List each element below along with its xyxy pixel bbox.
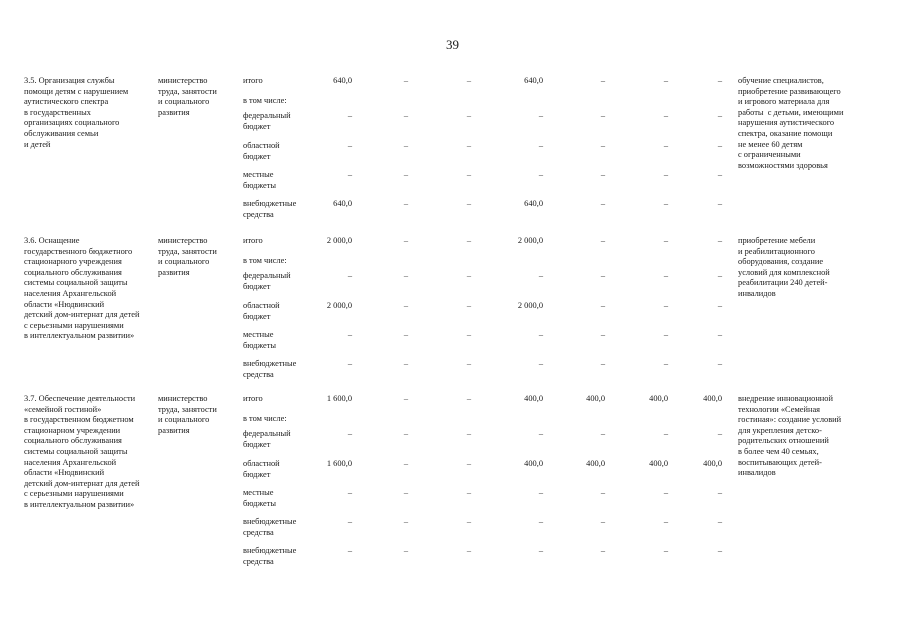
amount-cell: – [663, 76, 668, 85]
amount-cell: – [466, 271, 472, 280]
amount-cell: – [600, 199, 605, 208]
amount-cell: – [663, 271, 668, 280]
amount-cell: – [466, 517, 472, 526]
amount-cell: – [403, 111, 409, 120]
amount-cell: – [403, 517, 409, 526]
funding-source: местные бюджеты [243, 170, 277, 190]
amount-cell: – [538, 546, 543, 555]
amount-cell: – [663, 359, 668, 368]
measure-description: 3.7. Обеспечение деятельности «семейной гостиной» в государственном бюджетном стационарном учреждении социального обслуживания системы социальной защиты населения Архангельской области «Нюдвинский детский дом-интернат для детей с серьезными нарушениями в интеллектуальном развитии» [24, 394, 140, 509]
amount-cell: – [347, 359, 352, 368]
amount-cell: – [347, 488, 352, 497]
funding-source: итого [243, 236, 263, 245]
funding-source: итого [243, 76, 263, 85]
amount-cell: – [403, 330, 409, 339]
amount-cell: – [538, 488, 543, 497]
amount-cell: – [403, 301, 409, 310]
amount-cell: – [600, 141, 605, 150]
amount-cell: – [663, 170, 668, 179]
amount-cell: – [466, 170, 472, 179]
amount-cell: – [538, 330, 543, 339]
amount-cell: – [403, 236, 409, 245]
amount-cell: – [403, 429, 409, 438]
funding-source: в том числе: [243, 414, 287, 423]
amount-cell: 400,0 [649, 394, 668, 403]
amount-cell: – [466, 546, 472, 555]
amount-cell: 2 000,0 [326, 301, 352, 310]
amount-cell: – [600, 488, 605, 497]
funding-source: областной бюджет [243, 301, 280, 321]
amount-cell: – [600, 359, 605, 368]
funding-source: федеральный бюджет [243, 111, 291, 131]
amount-cell: – [717, 359, 722, 368]
amount-cell: 640,0 [333, 76, 352, 85]
amount-cell: – [466, 459, 472, 468]
amount-cell: – [466, 236, 472, 245]
amount-cell: – [600, 236, 605, 245]
amount-cell: – [466, 76, 472, 85]
funding-source: итого [243, 394, 263, 403]
amount-cell: – [538, 429, 543, 438]
amount-cell: 400,0 [586, 459, 605, 468]
amount-cell: – [663, 330, 668, 339]
amount-cell: – [403, 199, 409, 208]
amount-cell: – [717, 429, 722, 438]
funding-source: областной бюджет [243, 459, 280, 479]
amount-cell: – [347, 429, 352, 438]
executor-cell: министерство труда, занятости и социального развития [158, 236, 217, 277]
amount-cell: 2 000,0 [517, 236, 543, 245]
amount-cell: – [403, 271, 409, 280]
amount-cell: – [663, 488, 668, 497]
funding-source: местные бюджеты [243, 330, 277, 350]
amount-cell: – [347, 111, 352, 120]
amount-cell: 400,0 [586, 394, 605, 403]
amount-cell: – [466, 429, 472, 438]
amount-cell: – [717, 236, 722, 245]
amount-cell: – [538, 359, 543, 368]
amount-cell: – [717, 76, 722, 85]
funding-source: внебюджетные средства [243, 199, 297, 219]
amount-cell: – [538, 517, 543, 526]
funding-source: федеральный бюджет [243, 429, 291, 449]
amount-cell: – [663, 111, 668, 120]
amount-cell: – [600, 429, 605, 438]
amount-cell: – [717, 199, 722, 208]
page-number: 39 [446, 37, 459, 52]
amount-cell: – [600, 170, 605, 179]
amount-cell: – [347, 546, 352, 555]
expected-result: приобретение мебели и реабилитационного оборудования, создание условий для комплексной реабилитации 240 детей- инвалидов [738, 236, 830, 298]
funding-source: внебюджетные средства [243, 359, 297, 379]
amount-cell: 400,0 [649, 459, 668, 468]
amount-cell: – [600, 271, 605, 280]
funding-source: федеральный бюджет [243, 271, 291, 291]
amount-cell: 640,0 [524, 199, 543, 208]
amount-cell: – [600, 76, 605, 85]
amount-cell: – [466, 394, 472, 403]
expected-result: обучение специалистов, приобретение развивающего и игрового материала для работы с детьми, имеющими нарушения аутистического спектра, оказание помощи не менее 60 детям с ограниченными возможностями здоровья [738, 76, 844, 170]
amount-cell: – [538, 170, 543, 179]
executor-cell: министерство труда, занятости и социального развития [158, 76, 217, 117]
amount-cell: 640,0 [524, 76, 543, 85]
amount-cell: – [347, 517, 352, 526]
amount-cell: – [600, 330, 605, 339]
measure-description: 3.5. Организация службы помощи детям с нарушением аутистического спектра в государственных организациях социального обслуживания семьи и детей [24, 76, 129, 149]
amount-cell: – [403, 394, 409, 403]
amount-cell: – [717, 111, 722, 120]
funding-source: внебюджетные средства [243, 517, 297, 537]
amount-cell: – [347, 141, 352, 150]
amount-cell: – [717, 271, 722, 280]
executor-cell: министерство труда, занятости и социального развития [158, 394, 217, 435]
funding-source: внебюджетные средства [243, 546, 297, 566]
amount-cell: – [717, 330, 722, 339]
amount-cell: 400,0 [524, 394, 543, 403]
amount-cell: – [466, 301, 472, 310]
amount-cell: – [600, 517, 605, 526]
amount-cell: 2 000,0 [517, 301, 543, 310]
amount-cell: – [466, 111, 472, 120]
amount-cell: – [403, 359, 409, 368]
amount-cell: – [538, 271, 543, 280]
amount-cell: – [538, 141, 543, 150]
amount-cell: – [403, 141, 409, 150]
amount-cell: – [717, 488, 722, 497]
amount-cell: – [663, 546, 668, 555]
amount-cell: 400,0 [524, 459, 543, 468]
amount-cell: – [466, 199, 472, 208]
amount-cell: – [717, 141, 722, 150]
amount-cell: – [663, 301, 668, 310]
amount-cell: – [663, 429, 668, 438]
amount-cell: – [600, 301, 605, 310]
amount-cell: – [466, 330, 472, 339]
amount-cell: 400,0 [703, 459, 722, 468]
amount-cell: – [403, 170, 409, 179]
amount-cell: – [466, 488, 472, 497]
amount-cell: – [466, 141, 472, 150]
amount-cell: 1 600,0 [326, 459, 352, 468]
amount-cell: 400,0 [703, 394, 722, 403]
amount-cell: – [663, 236, 668, 245]
amount-cell: – [347, 170, 352, 179]
expected-result: внедрение инновационной технологии «Семейная гостиная»: создание условий для укрепления детско- родительских отношений в более чем 40 семьях, воспитывающих детей- инвалидов [738, 394, 842, 478]
amount-cell: – [403, 76, 409, 85]
amount-cell: – [717, 170, 722, 179]
amount-cell: – [403, 546, 409, 555]
amount-cell: – [600, 111, 605, 120]
funding-source: в том числе: [243, 96, 287, 105]
amount-cell: – [347, 330, 352, 339]
amount-cell: – [403, 459, 409, 468]
amount-cell: – [403, 488, 409, 497]
amount-cell: – [663, 141, 668, 150]
amount-cell: – [466, 359, 472, 368]
funding-source: местные бюджеты [243, 488, 277, 508]
measure-description: 3.6. Оснащение государственного бюджетного стационарного учреждения социального обслуживания системы социальной защиты населения Архангельской области «Нюдвинский детский дом-интернат для детей с серьезными нарушениями в интеллектуальном развитии» [24, 236, 140, 341]
amount-cell: 1 600,0 [326, 394, 352, 403]
funding-source: областной бюджет [243, 141, 280, 161]
amount-cell: – [663, 199, 668, 208]
amount-cell: – [663, 517, 668, 526]
amount-cell: – [717, 517, 722, 526]
amount-cell: 2 000,0 [326, 236, 352, 245]
amount-cell: – [538, 111, 543, 120]
amount-cell: – [600, 546, 605, 555]
funding-source: в том числе: [243, 256, 287, 265]
amount-cell: – [717, 301, 722, 310]
amount-cell: – [347, 271, 352, 280]
amount-cell: 640,0 [333, 199, 352, 208]
amount-cell: – [717, 546, 722, 555]
